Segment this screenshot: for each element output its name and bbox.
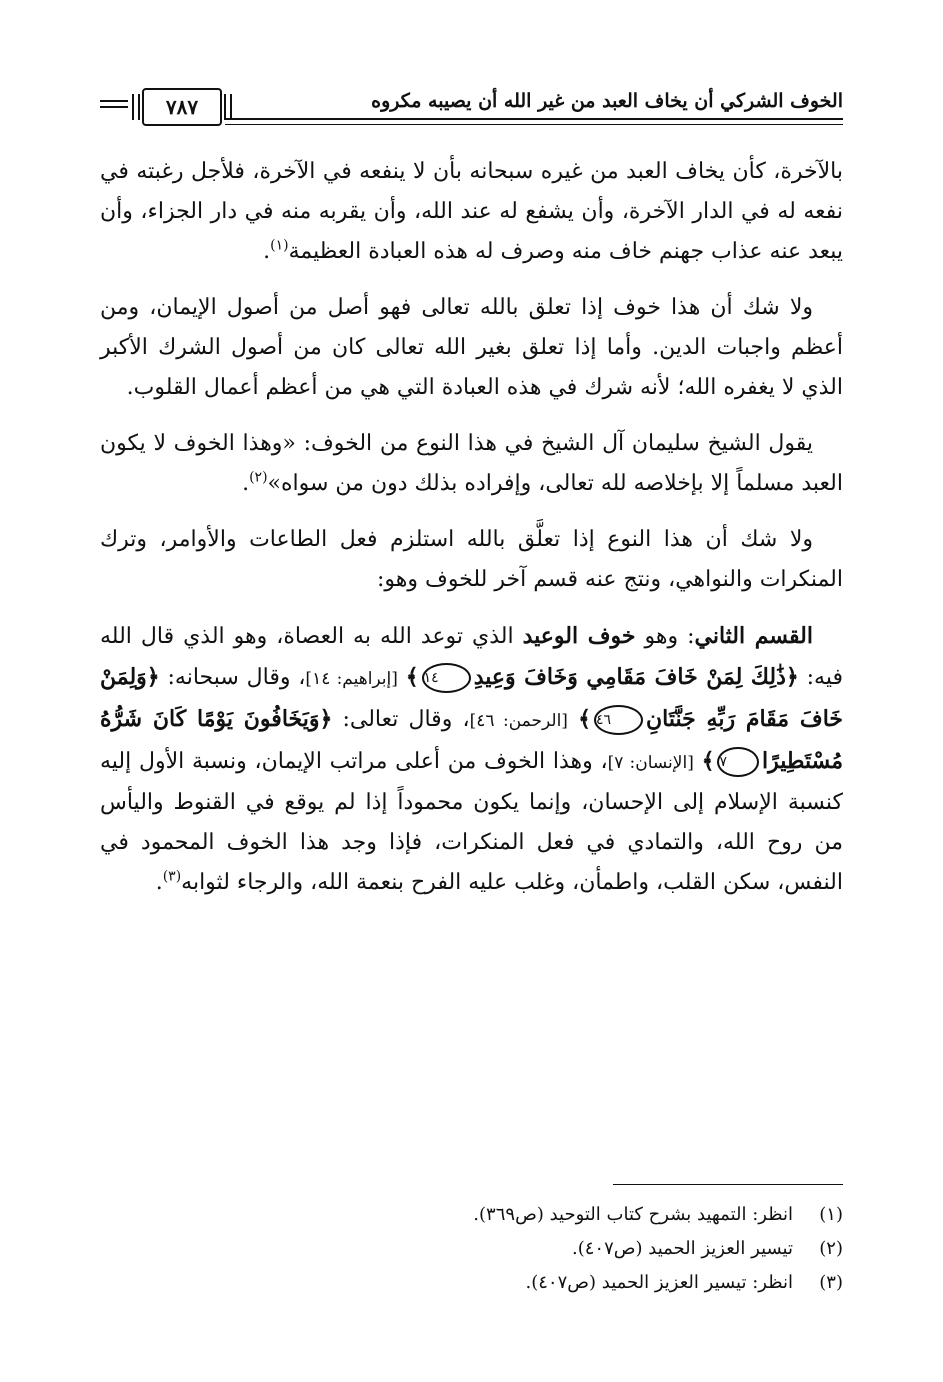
page-number-ornament-line bbox=[100, 106, 128, 108]
ayah-number-marker: ٧ bbox=[717, 747, 759, 777]
text-run: الذي توعد الله به العصاة، وهو الذي قال الله فيه: bbox=[100, 624, 844, 690]
footnote-ref-2: (٢) bbox=[249, 469, 268, 486]
footnote-ref-3: (٣) bbox=[162, 868, 182, 885]
quran-verse: ﴿وَيَخَافُونَ يَوْمًا كَانَ شَرُّهُ مُسْتَطِيرًا bbox=[100, 706, 844, 774]
section-heading: القسم الثاني bbox=[694, 623, 813, 649]
paragraph-text: يقول الشيخ سليمان آل الشيخ في هذا النوع من الخوف: «وهذا الخوف لا يكون العبد مسلماً إلا بإخلاصه لله تعالى، وإفراده بذلك دون من سواه» bbox=[100, 431, 843, 496]
quran-bracket: ﴾ bbox=[701, 748, 715, 774]
quran-bracket: ﴾ bbox=[578, 706, 591, 732]
footnote-number: (٣) bbox=[819, 1272, 843, 1293]
running-header bbox=[100, 84, 843, 132]
paragraph-1 bbox=[100, 152, 843, 272]
verse-reference: [إبراهيم: ١٤] bbox=[305, 669, 398, 689]
paragraph-5 bbox=[100, 616, 843, 903]
footnote-text: انظر: تيسير العزيز الحميد (ص٤٠٧). bbox=[525, 1272, 793, 1293]
paragraph-2: ولا شك أن هذا خوف إذا تعلق بالله تعالى فهو أصل من أصول الإيمان، ومن أعظم واجبات الدين. وأما إذا تعلق بغير الله تعالى كان من أصول الشرك الأكبر الذي لا يغفره الله؛ لأنه شرك في هذه العبادة التي هي من أعظم أعمال القلوب. bbox=[100, 295, 843, 400]
chapter-title: الخوف الشركي أن يخاف العبد من غير الله أن يصيبه مكروه bbox=[371, 90, 843, 112]
paragraph-end: . bbox=[263, 239, 271, 264]
footnote-ref-1: (١) bbox=[270, 237, 289, 254]
page-number-frame bbox=[142, 88, 222, 126]
main-text bbox=[100, 152, 843, 919]
page-number-ornament-line bbox=[100, 100, 128, 102]
text-run: ، وهذا الخوف من أعلى مراتب الإيمان، ونسبة الأول إليه كنسبة الإسلام إلى الإحسان، وإنما يكون محموداً إذا لم يوقع في القنوط واليأس من روح الله، والتمادي في فعل المنكرات، فإذا وجد هذا الخوف المحمود في النفس، سكن القلب، واطمأن، وغلب عليه الفرح بنعمة الله، والرجاء لثوابه bbox=[100, 749, 843, 895]
header-rule bbox=[225, 118, 843, 120]
quran-verse: ﴿ذَٰلِكَ لِمَنْ خَافَ مَقَامِي وَخَافَ وَعِيدِ bbox=[473, 664, 799, 690]
footnote-1 bbox=[100, 1198, 843, 1232]
verse-reference: [الرحمن: ٤٦] bbox=[469, 711, 568, 731]
footnote-2 bbox=[100, 1232, 843, 1266]
header-rule-thin bbox=[225, 124, 843, 125]
ayah-number-marker: ٤٦ bbox=[594, 705, 643, 735]
paragraph-text: بالآخرة، كأن يخاف العبد من غيره سبحانه بأن لا ينفعه في الآخرة، فلأجل رغبته في نفعه له في الدار الآخرة، وأن يشفع له عند الله، وأن يقربه منه في دار الجزاء، وأن يبعد عنه عذاب جهنم خاف منه وصرف له هذه العبادة العظيمة bbox=[100, 159, 843, 264]
ayah-number-marker: ١٤ bbox=[422, 663, 471, 693]
footnote-text: تيسير العزيز الحميد (ص٤٠٧). bbox=[571, 1238, 793, 1259]
footnote-number: (٢) bbox=[819, 1238, 843, 1259]
text-run: : وهو bbox=[635, 624, 695, 649]
paragraph-3 bbox=[100, 424, 843, 504]
text-run: ، وقال سبحانه: bbox=[159, 665, 306, 690]
footnote-number: (١) bbox=[819, 1204, 843, 1225]
verse-reference: [الإنسان: ٧] bbox=[607, 753, 694, 773]
emphasized-term: خوف الوعيد bbox=[522, 623, 636, 649]
quran-bracket: ﴾ bbox=[405, 664, 419, 690]
page-number: ٧٨٧ bbox=[165, 95, 199, 119]
text-run: ، وقال تعالى: bbox=[332, 707, 470, 732]
paragraph-end: . bbox=[155, 870, 163, 895]
footnote-text: انظر: التمهيد بشرح كتاب التوحيد (ص٣٦٩). bbox=[473, 1204, 793, 1225]
footnotes bbox=[100, 1198, 843, 1300]
footnote-separator bbox=[613, 1184, 843, 1185]
paragraph-4: ولا شك أن هذا النوع إذا تعلَّق بالله استلزم فعل الطاعات والأوامر، وترك المنكرات والنواهي، ونتج عنه قسم آخر للخوف وهو: bbox=[100, 527, 843, 592]
paragraph-end: . bbox=[242, 471, 250, 496]
quran-verse: ﴿وَلِمَنْ خَافَ مَقَامَ رَبِّهِ جَنَّتَانِ bbox=[100, 664, 843, 732]
footnote-3 bbox=[100, 1266, 843, 1300]
